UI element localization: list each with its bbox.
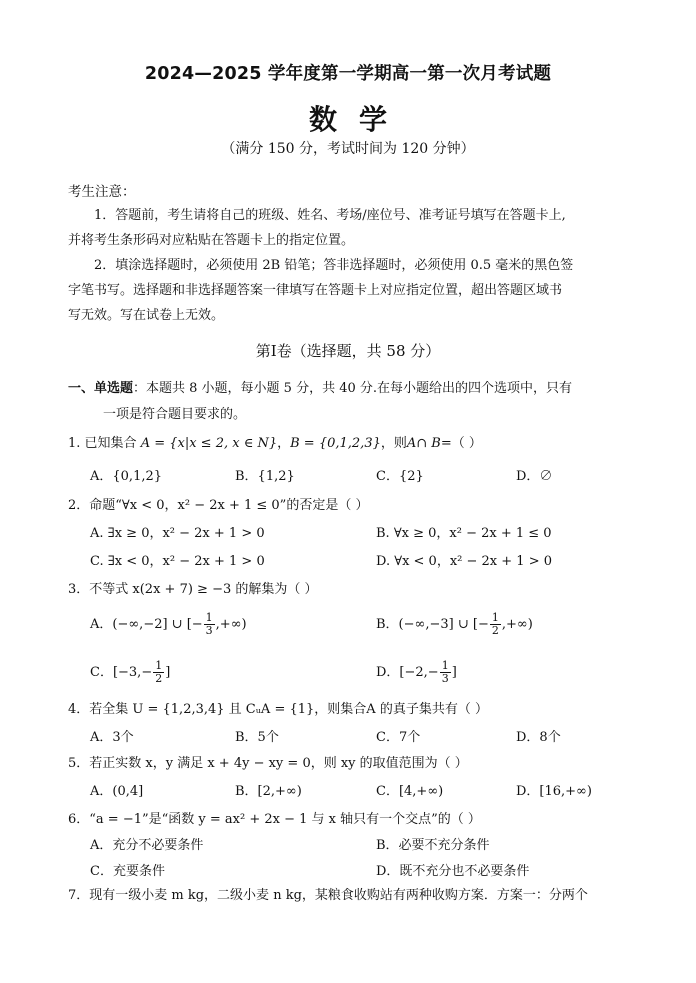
question-2-option-c[interactable]: C. ∃x < 0，x² − 2x + 1 > 0: [90, 554, 265, 569]
question-6-stem: 6．“a = −1”是“函数 y = ax² + 2x − 1 与 x 轴只有一个交点”的（ ）: [68, 812, 481, 827]
fraction: $\frac{1}{2}$: [155, 659, 163, 685]
question-4-option-c[interactable]: C．7个: [376, 730, 421, 745]
part1-desc-line2: 一项是符合题目要求的。: [103, 407, 247, 422]
question-6-option-c[interactable]: C．充要条件: [90, 864, 165, 879]
question-2-stem: 2．命题“∀x < 0，x² − 2x + 1 ≤ 0”的否定是（ ）: [68, 498, 369, 513]
question-3-option-c[interactable]: C．[−3,− $\frac{1}{2}$ ]: [90, 659, 171, 685]
exam-title: 2024—2025 学年度第一学期高一第一次月考试题: [144, 64, 552, 84]
question-4-option-b[interactable]: B．5个: [235, 730, 279, 745]
question-1-option-d[interactable]: D．∅: [516, 469, 553, 484]
fraction: $\frac{1}{3}$: [205, 611, 213, 637]
question-1-option-b[interactable]: B．{1,2}: [235, 469, 295, 484]
question-3-option-d[interactable]: D．[−2,− $\frac{1}{3}$ ]: [376, 659, 457, 685]
question-5-stem: 5．若正实数 x，y 满足 x + 4y − xy = 0，则 xy 的取值范围为（ ）: [68, 756, 468, 771]
notice-item2-line3: 写无效。写在试卷上无效。: [68, 308, 225, 323]
question-2-option-d[interactable]: D. ∀x < 0，x² − 2x + 1 > 0: [376, 554, 552, 569]
part1-heading: [68, 377, 572, 396]
notice-item1-line1: 1．答题前，考生请将自己的班级、姓名、考场/座位号、准考证号填写在答题卡上,: [94, 208, 566, 223]
part1-label: 一、单选题: [68, 381, 134, 396]
part1-desc: ：本题共 8 小题，每小题 5 分，共 40 分.在每小题给出的四个选项中，只有: [133, 381, 573, 396]
notice-item1-line2: 并将考生条形码对应粘贴在答题卡上的指定位置。: [68, 233, 355, 248]
question-3-option-b[interactable]: B．(−∞,−3] ∪ [− $\frac{1}{2}$ ,+∞): [376, 611, 533, 637]
score-note: （满分 150 分，考试时间为 120 分钟）: [221, 141, 475, 157]
question-5-option-d[interactable]: D．[16,+∞): [516, 784, 592, 799]
notice-item2-line2: 字笔书写。选择题和非选择题答案一律填写在答题卡上对应指定位置，超出答题区域书: [68, 283, 563, 298]
exam-subject: 数学: [308, 103, 409, 136]
question-1-stem: 1. 已知集合 A = {x|x ≤ 2, x ∈ N}，B = {0,1,2,3}，则A∩ B=（ ）: [68, 436, 482, 451]
question-7-stem: 7．现有一级小麦 m kg，二级小麦 n kg，某粮食收购站有两种收购方案．方案一：分两个: [68, 888, 588, 903]
fraction: $\frac{1}{3}$: [441, 659, 449, 685]
question-4-stem: 4．若全集 U = {1,2,3,4} 且 CᵤA = {1}，则集合A 的真子集共有（ ）: [68, 702, 488, 717]
set-a: A = {x|x ≤ 2, x ∈ N}: [140, 436, 278, 451]
question-3-stem: 3．不等式 x(2x + 7) ≥ −3 的解集为（ ）: [68, 582, 318, 597]
question-6-option-a[interactable]: A．充分不必要条件: [90, 838, 204, 853]
question-4-option-a[interactable]: A．3个: [90, 730, 134, 745]
fraction: $\frac{1}{2}$: [491, 611, 499, 637]
question-2-option-b[interactable]: B. ∀x ≥ 0，x² − 2x + 1 ≤ 0: [376, 526, 552, 541]
notice-heading: 考生注意：: [68, 184, 136, 200]
question-4-option-d[interactable]: D．8个: [516, 730, 561, 745]
question-1-option-a[interactable]: A．{0,1,2}: [90, 469, 163, 484]
section-title: 第Ⅰ卷（选择题，共 58 分）: [255, 342, 441, 360]
question-3-option-a[interactable]: A．(−∞,−2] ∪ [− $\frac{1}{3}$ ,+∞): [90, 611, 247, 637]
intersection-expr: A∩ B: [406, 436, 441, 451]
question-1-option-c[interactable]: C．{2}: [376, 469, 424, 484]
question-2-option-a[interactable]: A. ∃x ≥ 0，x² − 2x + 1 > 0: [90, 526, 265, 541]
notice-item2-line1: 2．填涂选择题时，必须使用 2B 铅笔；答非选择题时，必须使用 0.5 毫米的黑色签: [94, 258, 574, 273]
question-5-option-a[interactable]: A．(0,4]: [90, 784, 144, 799]
question-5-option-c[interactable]: C．[4,+∞): [376, 784, 444, 799]
question-6-option-b[interactable]: B．必要不充分条件: [376, 838, 490, 853]
set-b: B = {0,1,2,3}: [290, 436, 381, 451]
question-6-option-d[interactable]: D．既不充分也不必要条件: [376, 864, 530, 879]
question-5-option-b[interactable]: B．[2,+∞): [235, 784, 302, 799]
